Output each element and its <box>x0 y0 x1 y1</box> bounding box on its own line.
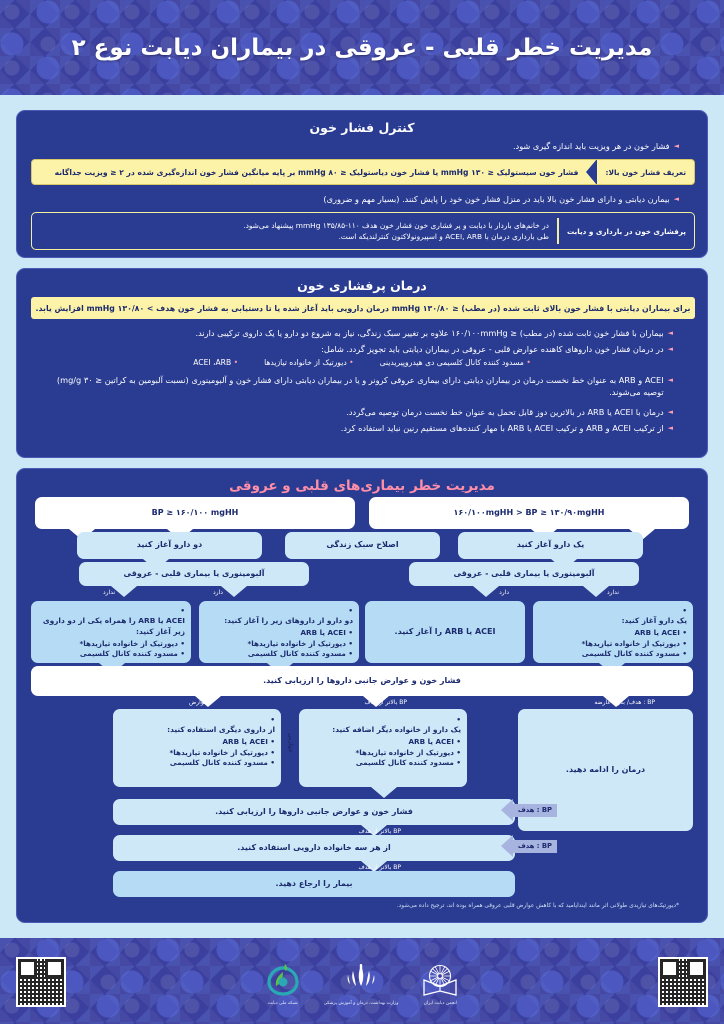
arrow-bullet-icon: ◄ <box>667 424 673 432</box>
arrow-head-icon <box>501 799 513 821</box>
flow-regimen-right-yes-header: • ACEI یا ARB را همراه یکی از دو داروی زیر آغاز کنید: <box>37 606 185 638</box>
logo-diabetes-association <box>420 960 460 1006</box>
logo-diabetes-network-caption: شبکه ملی دیابت <box>267 1001 298 1006</box>
flow-start-two-drugs-text: دو دارو آغاز کنید <box>136 540 203 550</box>
flow-start-two-drugs-box <box>77 532 262 559</box>
treatment-bullet-0-text: بیماران با فشار خون ثابت شده (در مطب) ≤ ۱۶۰/۱۰۰mmHg علاوه بر تغییر سبک زندگی، نیاز به شروع دو دارو یا یک داروی ترکیبی دارند. <box>195 328 664 338</box>
flow-regimen-right-no-box <box>199 601 359 663</box>
flow-regimen-item: • دیورتیک از خانواده تیازیدها* <box>119 748 275 758</box>
pregnancy-line-2: طی بارداری درمان با ACEI, ARB و اسپیرونولاکتون کنترلندیکه است. <box>338 232 549 241</box>
flow-regimen-left-yes-box <box>365 601 525 663</box>
flow-regimen-left-no-header: • یک دارو آغاز کنید: <box>539 606 687 627</box>
notch-shape-icon <box>583 586 609 597</box>
flow-albuminuria-left-box <box>409 562 639 586</box>
flow-assess-1-text: فشار خون و عوارض جانبی داروها را ارزیابی کنید. <box>263 675 461 685</box>
arrow-bullet-icon: ◄ <box>673 195 679 203</box>
flow-target-arrow-1 <box>501 799 557 821</box>
book-sunburst-icon <box>420 960 460 1000</box>
arrow-bullet-icon: ◄ <box>667 408 673 416</box>
flow-other-drug-header: • از داروی دیگری استفاده کنید: <box>119 715 275 736</box>
flow-refer-patient-box <box>113 871 515 897</box>
flow-regimen-item: • دیورتیک از خانواده تیازیدها* <box>305 748 461 758</box>
flow-regimen-item: • ACEI یا ARB <box>119 737 275 747</box>
treatment-bullet-3 <box>37 406 687 418</box>
flow-bp-right-box <box>35 497 355 529</box>
treatment-bullet-2-text: ACEI و ARB به عنوان خط نخست درمان در بیماران دیابتی دارای بیماری عروقی کرونر و یا در بیماران دیابتی دارای فشار خون و آلبومینوری (نسبت آلبومین به کراتین ≤ ۳۰ mg/g) توصیه می‌شوند. <box>56 375 664 398</box>
flow-edge-adverse: عوارض <box>189 699 208 706</box>
flow-edge-has-right: دارد <box>213 589 223 596</box>
arrow-bullet-icon: ◄ <box>673 142 679 150</box>
flow-add-drug-box <box>299 709 467 787</box>
flow-start-one-drug-text: یک دارو آغاز کنید <box>516 540 585 550</box>
flow-edge-hasnot-right: ندارد <box>103 589 116 596</box>
drug-class-1: • دیورتیک از خانواده تیازیدها <box>264 358 354 367</box>
drug-class-0: • ACEI ،ARB <box>193 358 239 367</box>
flow-refer-patient-text: بیمار را ارجاع دهید. <box>275 878 353 888</box>
logo-ministry-of-health <box>324 960 399 1006</box>
flow-albuminuria-right-box <box>79 562 309 586</box>
flow-regimen-item: • دیورتیک از خانواده تیازیدها* <box>205 639 353 649</box>
flow-albuminuria-right-text: آلبومینوری یا بیماری قلبی - عروقی <box>123 568 265 578</box>
flow-edge-target-no-adverse: BP : هدف/ بدون عارضه <box>594 699 655 706</box>
flow-regimen-item: • مسدود کننده کانال کلسیمی <box>37 649 185 659</box>
treatment-bullet-2 <box>37 374 687 399</box>
treatment-bullet-1 <box>37 343 687 355</box>
flow-other-drug-box <box>113 709 281 787</box>
flow-regimen-right-no-list <box>205 606 353 659</box>
notch-shape-icon <box>371 787 397 798</box>
pregnancy-callout <box>31 212 695 250</box>
flow-start-one-drug-box <box>458 532 643 559</box>
flow-regimen-right-yes-box <box>31 601 191 663</box>
flow-vertical-adverse-label: عوارض <box>287 733 293 753</box>
flow-target-arrow-1-label: BP : هدف <box>513 804 557 817</box>
logo-ministry-of-health-caption: وزارت بهداشت، درمان و آموزش پزشکی <box>323 1001 399 1006</box>
treatment-bullet-1-text: در درمان فشار خون داروهای کاهنده عوارض قلبی - عروقی در بیماران دیابتی باید تجویز گردد. شامل: <box>321 344 664 354</box>
flow-other-drug-list <box>119 715 275 768</box>
treatment-bullet-3-text: درمان با ACEI یا ARB در بالاترین دوز قابل تحمل به عنوان خط نخست درمان توصیه می‌گردد. <box>346 407 664 417</box>
notch-shape-icon <box>473 586 499 597</box>
arrow-bullet-icon: ◄ <box>667 376 673 384</box>
flow-regimen-item: • مسدود کننده کانال کلسیمی <box>539 649 687 659</box>
flow-regimen-right-yes-list <box>37 606 185 660</box>
flow-continue-treatment-text: درمان را ادامه دهید. <box>565 764 646 774</box>
arrow-head-icon <box>501 835 513 857</box>
flow-add-drug-header: • یک دارو از خانواده دیگر اضافه کنید: <box>305 715 461 736</box>
hypertension-treatment-panel <box>16 268 708 458</box>
notch-shape-icon <box>586 159 597 185</box>
flow-assess-1-box <box>31 666 693 696</box>
treatment-highlight-strip <box>31 297 695 319</box>
bp-bullet-2-text: بیمارن دیابتی و دارای فشار خون بالا باید در منزل فشار خون خود را پایش کنند. (بسیار مهم و ضروری) <box>323 194 670 204</box>
divider-bar <box>557 218 559 244</box>
flow-albuminuria-left-text: آلبومینوری یا بیماری قلبی - عروقی <box>453 568 595 578</box>
logo-diabetes-network <box>264 960 302 1006</box>
bp-bullet-1-text: فشار خون در هر ویزیت باید اندازه گیری شود. <box>512 141 670 151</box>
flow-regimen-item: • ACEI یا ARB <box>305 737 461 747</box>
definition-label: تعریف فشار خون بالا: <box>605 167 686 177</box>
flow-regimen-item: • مسدود کننده کانال کلسیمی <box>305 758 461 768</box>
flow-regimen-item: • دیورتیک از خانواده تیازیدها* <box>539 639 687 649</box>
iran-emblem-icon <box>343 960 379 1000</box>
flowchart-title: مدیریت خطر بیماری‌های قلبی و عروقی <box>229 478 495 494</box>
flow-use-all-three-box <box>113 835 515 861</box>
treatment-title: درمان پرفشاری خون <box>297 278 427 293</box>
notch-shape-icon <box>221 586 247 597</box>
bp-control-panel <box>16 110 708 258</box>
drug-class-list <box>77 358 647 367</box>
flow-regimen-left-yes-text: ACEI یا ARB را آغاز کنید. <box>394 626 496 636</box>
leaf-circle-icon <box>264 960 302 1000</box>
flow-regimen-item: • مسدود کننده کانال کلسیمی <box>205 649 353 659</box>
flow-regimen-right-no-header: • دو دارو از داروهای زیر را آغاز کنید: <box>205 606 353 627</box>
flow-regimen-item: • مسدود کننده کانال کلسیمی <box>119 758 275 768</box>
flow-regimen-left-no-list <box>539 606 687 659</box>
flow-add-drug-list <box>305 715 461 768</box>
flow-assess-2-box <box>113 799 515 825</box>
treatment-highlight-text: برای بیماران دیابتی با فشار خون بالای ثابت شده (در مطب) ≤ ۱۳۰/۸۰ mmHg درمان دارویی باید آغاز شده یا تا دستیابی به فشار خون هدف > ۱۳۰/۸۰ mmHg افزایش یابد. <box>35 303 691 313</box>
bp-bullet-1 <box>31 140 693 152</box>
flow-regimen-item: • دیورتیک از خانواده تیازیدها* <box>37 639 185 649</box>
arrow-bullet-icon: ◄ <box>667 345 673 353</box>
bp-bullet-2 <box>31 193 693 205</box>
flow-lifestyle-box <box>285 532 440 559</box>
flow-edge-above-target-1: BP بالاتر از هدف <box>364 699 407 706</box>
bp-control-title: کنترل فشار خون <box>309 120 415 135</box>
flow-regimen-item: • ACEI یا ARB <box>205 628 353 638</box>
flow-bp-left-box <box>369 497 689 529</box>
footer-logos <box>0 955 724 1011</box>
arrow-bullet-icon: ◄ <box>667 329 673 337</box>
flow-bp-right-text: BP ≥ ۱۶۰/۱۰۰ mgHH <box>151 507 239 517</box>
flow-lifestyle-text: اصلاح سبک زندگی <box>326 540 399 550</box>
logo-diabetes-association-caption: انجمن دیابت ایران <box>423 1001 458 1006</box>
cvd-risk-flowchart-panel <box>16 468 708 923</box>
page-title: مدیریت خطر قلبی - عروقی در بیماران دیابت نوع ۲ <box>71 34 653 61</box>
flow-edge-hasnot-left: ندارد <box>606 589 619 596</box>
flow-bp-left-text: ۱۶۰/۱۰۰mgHH > BP ≥ ۱۳۰/۹۰mgHH <box>453 507 605 517</box>
hypertension-definition-callout <box>31 159 695 185</box>
flow-regimen-left-no-box <box>533 601 693 663</box>
header <box>0 0 724 95</box>
treatment-bullet-0 <box>37 327 687 339</box>
flow-target-arrow-2 <box>501 835 557 857</box>
flow-edge-above-target-3: BP بالاتر از هدف <box>358 864 401 871</box>
drug-class-2: • مسدود کننده کانال کلسیمی دی هیدروپیریدینی <box>379 358 531 367</box>
flow-footnote: *دیورتیک‌های تیازیدی طولانی اثر مانند ایندایامید که با کاهش عوارض قلبی عروقی همراه بوده اند، ترجیح داده می‌شود. <box>396 903 679 909</box>
flow-use-all-three-text: از هر سه خانواده دارویی استفاده کنید. <box>237 842 391 852</box>
treatment-bullet-4-text: از ترکیب ACEI و ARB و ترکیب ACEI یا ARB با مهار کننده‌های مستقیم رنین نباید استفاده کرد. <box>340 423 664 433</box>
flow-regimen-item: • ACEI یا ARB <box>539 628 687 638</box>
pregnancy-line-1: در خانم‌های باردار با دیابت و پر فشاری خون فشار خون هدف ۱۱۰-۱۳۵/۸۵ mmHg پیشنهاد می‌شود. <box>243 220 549 230</box>
flow-edge-above-target-2: BP بالاتر از هدف <box>358 828 401 835</box>
definition-text: فشار خون سیستولیک ≤ ۱۳۰ mmHg یا فشار خون دیاستولیک ≤ ۸۰ mmHg بر پایه میانگین فشار خون اندازه‌گیری شده در ۲ ≤ ویزیت جداگانه <box>54 167 579 177</box>
pregnancy-label: پرفشاری خون در بارداری و دیابت <box>566 226 686 236</box>
flow-assess-2-text: فشار خون و عوارض جانبی داروها را ارزیابی کنید. <box>215 806 413 816</box>
flow-edge-has-left: دارد <box>499 589 509 596</box>
treatment-bullet-4 <box>37 422 687 434</box>
pregnancy-text <box>32 220 557 243</box>
flow-target-arrow-2-label: BP : هدف <box>513 840 557 853</box>
